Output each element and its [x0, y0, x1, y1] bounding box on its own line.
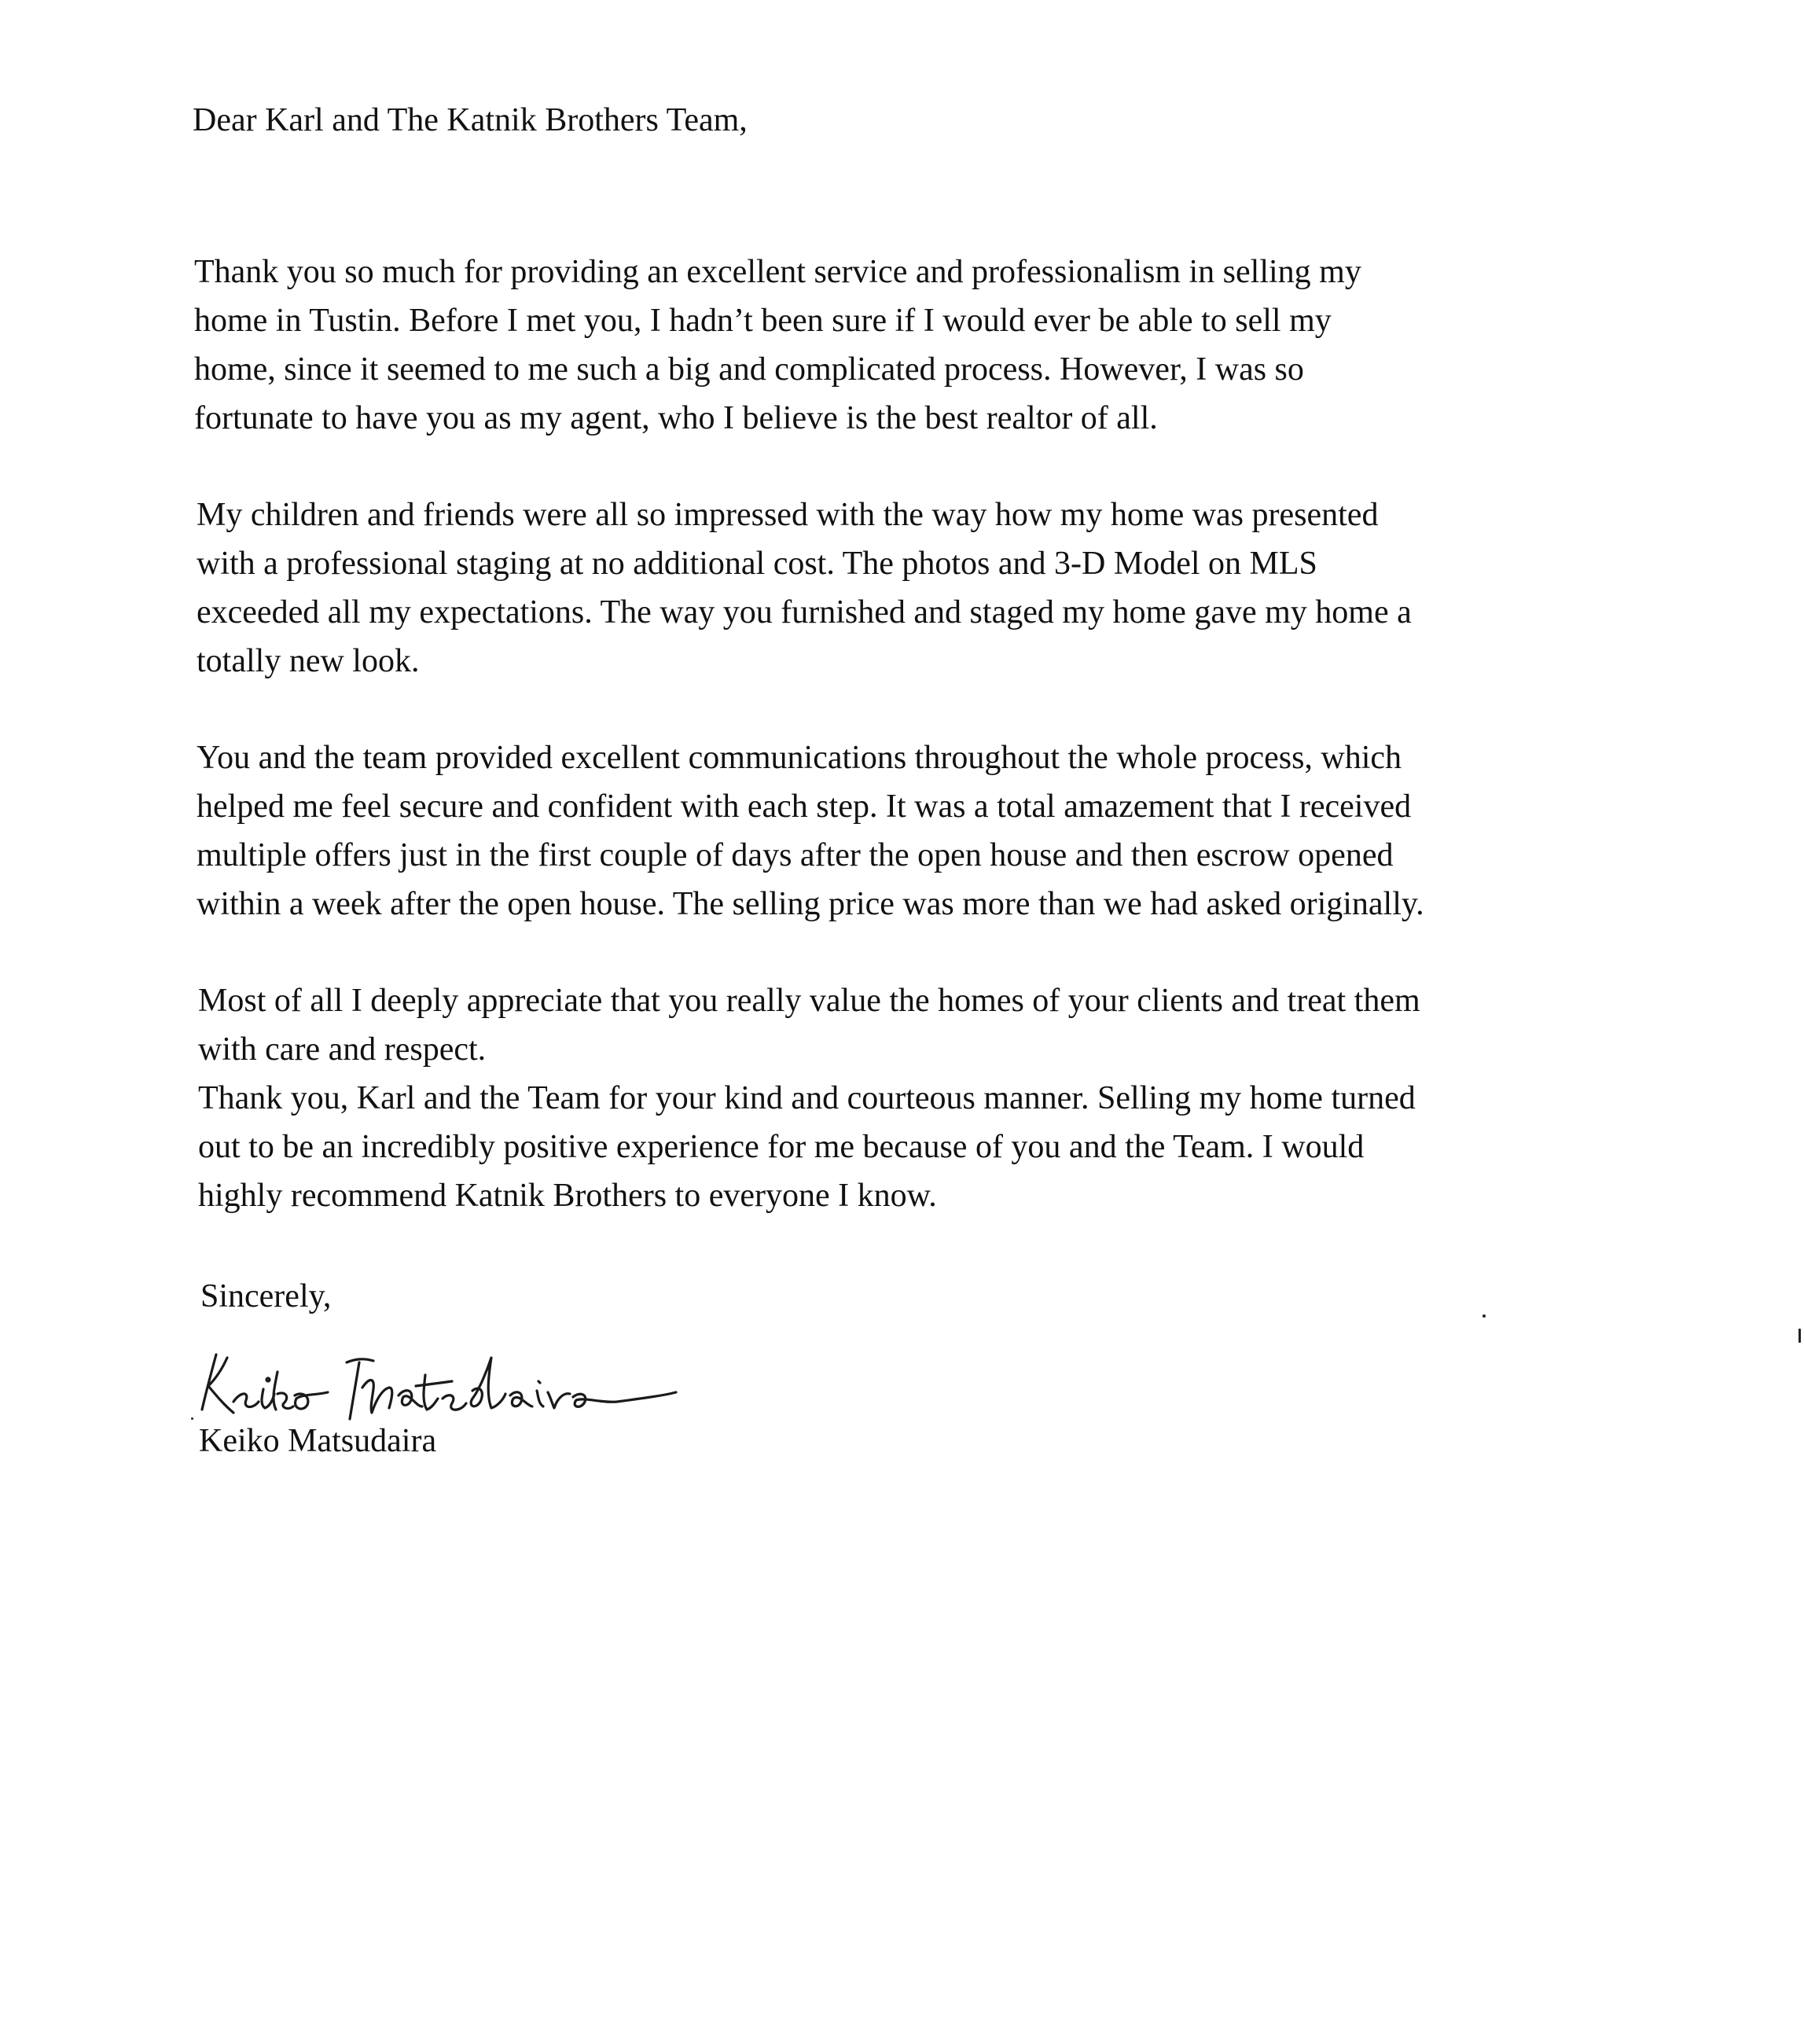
paragraph-1-line-3: home, since it seemed to me such a big and complicated process. However, I was so	[194, 351, 1304, 388]
signer-name: Keiko Matsudaira	[199, 1423, 437, 1459]
paragraph-4-line-1: Most of all I deeply appreciate that you really value the homes of your clients and treat them	[198, 983, 1420, 1019]
handwritten-signature	[193, 1340, 680, 1435]
paragraph-4-line-4: out to be an incredibly positive experience for me because of you and the Team. I would	[198, 1129, 1365, 1165]
closing: Sincerely,	[200, 1278, 332, 1314]
paragraph-4-line-2: with care and respect.	[198, 1031, 487, 1068]
paragraph-3-line-2: helped me feel secure and confident with each step. It was a total amazement that I received	[197, 789, 1412, 825]
scan-speck	[1798, 1329, 1801, 1343]
paragraph-1-line-2: home in Tustin. Before I met you, I hadn’t been sure if I would ever be able to sell my	[194, 303, 1332, 339]
paragraph-2-line-4: totally new look.	[197, 643, 420, 679]
paragraph-1-line-1: Thank you so much for providing an excellent service and professionalism in selling my	[194, 254, 1361, 290]
scan-speck	[1483, 1314, 1486, 1318]
paragraph-3-line-1: You and the team provided excellent communications throughout the whole process, which	[197, 740, 1402, 776]
paragraph-2-line-3: exceeded all my expectations. The way you furnished and staged my home gave my home a	[197, 594, 1412, 630]
paragraph-3-line-4: within a week after the open house. The selling price was more than we had asked originally.	[197, 886, 1424, 922]
paragraph-4-line-5: highly recommend Katnik Brothers to everyone I know.	[198, 1178, 937, 1214]
paragraph-2-line-2: with a professional staging at no additional cost. The photos and 3-D Model on MLS	[197, 546, 1317, 582]
paragraph-2-line-1: My children and friends were all so impressed with the way how my home was presented	[197, 497, 1379, 533]
paragraph-1-line-4: fortunate to have you as my agent, who I believe is the best realtor of all.	[194, 400, 1158, 436]
paragraph-3-line-3: multiple offers just in the first couple of days after the open house and then escrow opened	[197, 837, 1394, 873]
paragraph-4-line-3: Thank you, Karl and the Team for your kind and courteous manner. Selling my home turned	[198, 1080, 1416, 1116]
salutation: Dear Karl and The Katnik Brothers Team,	[193, 102, 748, 138]
scan-speck	[191, 1417, 193, 1420]
